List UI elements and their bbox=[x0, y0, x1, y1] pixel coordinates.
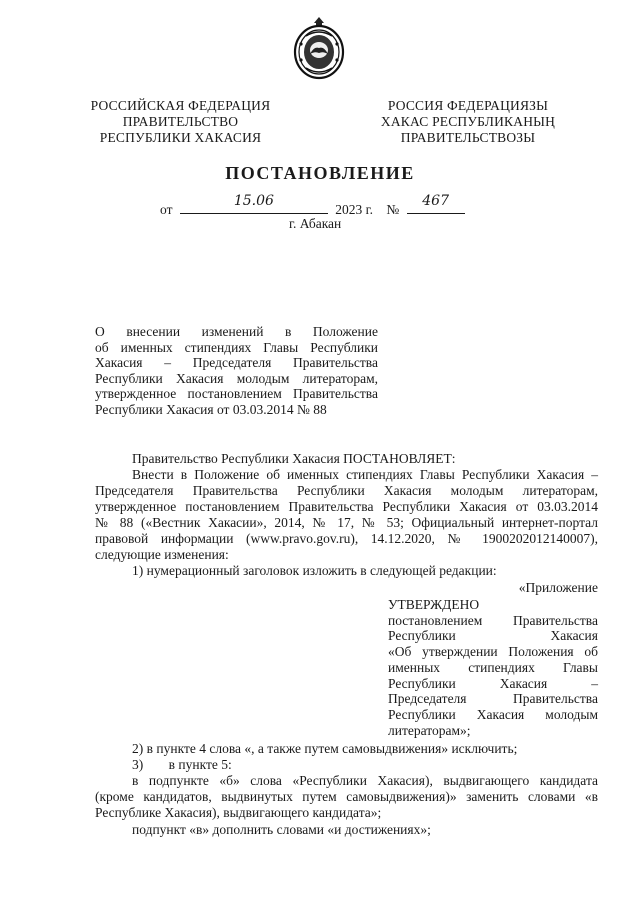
header-right-line: ХАКАС РЕСПУБЛИКАНЫҢ bbox=[380, 114, 556, 129]
approved-line: Республики Хакасия молодым bbox=[388, 706, 598, 722]
quote-open: «Приложение bbox=[518, 580, 598, 595]
number-sign: № bbox=[386, 202, 400, 217]
header-right-line: ПРАВИТЕЛЬСТВОЗЫ bbox=[400, 130, 536, 145]
approved-line: именных стипендиях Главы bbox=[388, 659, 598, 675]
approved-line: Председателя Правительства bbox=[388, 691, 598, 707]
document-title: ПОСТАНОВЛЕНИЕ bbox=[225, 163, 415, 183]
item-3-text: в пункте 5: bbox=[168, 757, 232, 772]
subject-line: Республики Хакасия молодым литераторам, bbox=[95, 370, 378, 386]
approved-line: Республики Хакасия – bbox=[388, 675, 598, 691]
subject-line: О внесении изменений в Положение bbox=[95, 324, 378, 339]
approved-line: литераторам»; bbox=[388, 722, 471, 738]
item-3-number: 3) bbox=[132, 757, 144, 772]
document-subject bbox=[95, 324, 378, 418]
handwritten-date: 15.06 bbox=[233, 193, 274, 209]
header-left-line: ПРАВИТЕЛЬСТВО bbox=[122, 114, 239, 129]
item-3 bbox=[132, 757, 232, 773]
handwritten-number: 467 bbox=[422, 193, 449, 209]
item-2: 2) в пункте 4 слова «, а также путем самовыдвижения» исключить; bbox=[132, 741, 518, 756]
date-year: 2023 г. bbox=[335, 202, 373, 217]
city: г. Абакан bbox=[289, 216, 342, 231]
resolution-line: Правительство Республики Хакасия ПОСТАНОВЛЯЕТ: bbox=[132, 451, 456, 466]
approved-line: «Об утверждении Положения об bbox=[388, 644, 598, 660]
intro-line: № 88 («Вестник Хакасии», 2014, № 17, № 53; Официальный интернет-портал bbox=[95, 515, 598, 530]
intro-line: правовой информации (www.pravo.gov.ru), 14.12.2020, № 1900202012140007), bbox=[95, 531, 598, 546]
intro-line: Председателя Правительства Республики Хакасия молодым литераторам, bbox=[95, 483, 598, 498]
item-1: 1) нумерационный заголовок изложить в следующей редакции: bbox=[132, 563, 497, 578]
approved-line: постановлением Правительства bbox=[388, 612, 598, 628]
sub-v-line: подпункт «в» дополнить словами «и достижениях»; bbox=[132, 822, 431, 837]
intro-line: утвержденное постановлением Правительства Республики Хакасия от 03.03.2014 bbox=[95, 499, 598, 514]
approval-block bbox=[388, 597, 598, 738]
header-left-line: РОССИЙСКАЯ ФЕДЕРАЦИЯ bbox=[90, 98, 271, 113]
sub-b-line: в подпункте «б» слова «Республики Хакасия), выдвигающего кандидата bbox=[132, 773, 598, 788]
subject-line: утвержденное постановлением Правительства bbox=[95, 386, 378, 402]
subject-line: Хакасия – Председателя Правительства bbox=[95, 355, 378, 371]
date-field bbox=[180, 193, 328, 214]
subject-line: Республики Хакасия от 03.03.2014 № 88 bbox=[95, 401, 327, 417]
date-prefix: от bbox=[160, 202, 173, 217]
header-right-line: РОССИЯ ФЕДЕРАЦИЯЗЫ bbox=[387, 98, 549, 113]
subject-line: об именных стипендиях Главы Республики bbox=[95, 339, 378, 355]
header-left-line: РЕСПУБЛИКИ ХАКАСИЯ bbox=[99, 130, 262, 145]
header-right bbox=[373, 98, 563, 146]
khakassia-emblem-icon bbox=[292, 14, 346, 80]
approved-label: УТВЕРЖДЕНО bbox=[388, 597, 480, 612]
number-field bbox=[407, 193, 465, 214]
approved-line: Республики Хакасия bbox=[388, 628, 598, 644]
sub-b-line: (кроме кандидатов, выдвинутых путем самовыдвижения)» заменить словами «в bbox=[95, 789, 598, 804]
header-left bbox=[88, 98, 273, 146]
intro-line: Внести в Положение об именных стипендиях Главы Республики Хакасия – bbox=[132, 467, 598, 482]
intro-line: следующие изменения: bbox=[95, 547, 229, 562]
sub-b-line: Республике Хакасия), выдвигающего кандидата»; bbox=[95, 805, 382, 820]
